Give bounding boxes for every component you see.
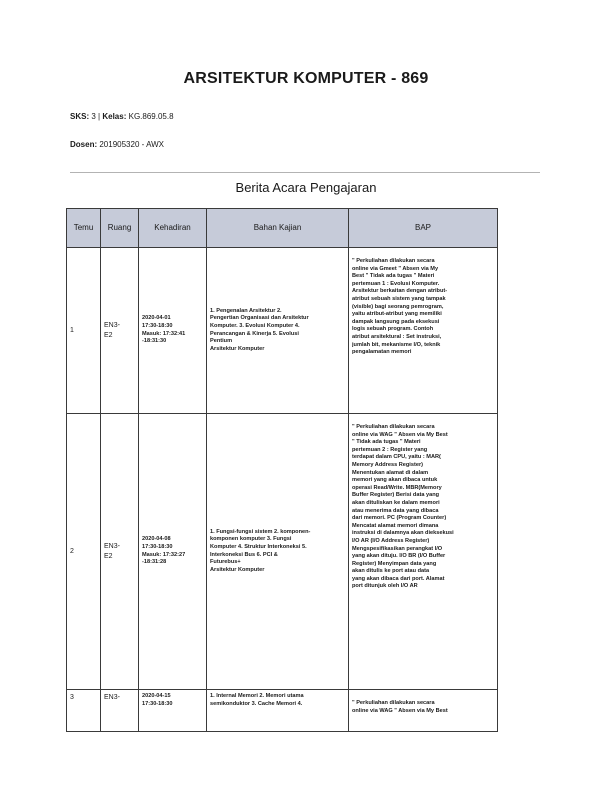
cell-bahan-kajian [207,414,349,690]
cell-ruang [101,690,139,732]
table-row [67,414,498,690]
cell-bap-line: yang akan dituju. I/O BR (I/O Buffer [352,553,446,560]
column-header-bahan-kajian: Bahan Kajian [207,209,349,248]
cell-bahan-kajian-line: Interkoneksi Bus 6. PCI & [210,551,278,558]
cell-bap-line: memori yang akan dibaca untuk [352,477,438,484]
cell-bap-line: " Tidak ada tugas " Materi [352,439,421,446]
cell-bahan-kajian-line: Pengertian Organisasi dan Arsitektur [210,315,309,322]
cell-bap-line: (visible) bagi seorang pemrogram, [352,303,444,310]
cell-bap-line: Mencatat alamat memori dimana [352,522,439,529]
cell-bap-line: yang akan dibaca dari port. Alamat [352,575,445,582]
table-header-row [67,209,498,248]
cell-bap-line: online via Gmeet " Absen via My [352,265,439,272]
cell-bap-line: Buffer Register) Berisi data yang [352,492,440,499]
cell-bap-line: online via WAG " Absen via My Best [352,431,448,438]
cell-ruang-line: E2 [104,331,113,339]
cell-bahan-kajian-line: Komputer. 3. Evolusi Komputer 4. [210,322,300,329]
cell-bap-line: " Perkuliahan dilakukan secara [352,424,435,430]
cell-bap-line: Arsitektur berkaitan dengan atribut- [352,288,448,295]
cell-kehadiran [139,248,207,414]
cell-bap-line: Memory Address Register) [352,461,423,468]
cell-bap-line: Register) Menyimpan data yang [352,560,437,567]
course-meta [70,112,174,121]
table-row [67,690,498,732]
cell-kehadiran-line: 2020-04-08 [142,536,171,543]
cell-bap-line: online via WAG " Absen via My Best [352,707,448,714]
cell-bap [349,248,498,414]
cell-bap-line: dampak langsung pada eksekusi [352,318,440,325]
kelas-label: Kelas: [102,112,127,121]
cell-bap-line: dari memori. PC (Program Counter) [352,515,447,522]
sks-value: 3 [91,112,96,121]
cell-bap-line: instruksi di dalamnya akan dieksekusi [352,530,454,537]
cell-bahan-kajian-line: Futurebus+ [210,559,241,566]
cell-ruang [101,414,139,690]
divider [70,172,540,173]
column-header-bap: BAP [349,209,498,248]
cell-temu: 3 [67,690,101,732]
cell-bahan-kajian-line: 1. Pengenalan Arsitektur 2. [210,307,282,314]
cell-bahan-kajian-line: komponen komputer 3. Fungsi [210,536,292,543]
cell-bahan-kajian-line: Arsitektur Komputer [210,566,265,573]
cell-bap-line: pengalamatan memori [352,349,412,356]
cell-bahan-kajian-line: Pentium [210,338,233,345]
cell-bahan-kajian-line: Perancangan & Kinerja 5. Evolusi [210,330,299,337]
cell-bahan-kajian [207,690,349,732]
cell-kehadiran-line: 17:30-18:30 [142,322,173,329]
cell-kehadiran-line: 2020-04-01 [142,315,171,322]
lecturer-meta [70,140,164,149]
cell-ruang [101,248,139,414]
cell-kehadiran-line: 2020-04-15 [142,693,171,699]
cell-bap-line: pertemuan 1 : Evolusi Komputer. [352,280,440,287]
cell-bap-line: " Perkuliahan dilakukan secara [352,700,435,706]
cell-bahan-kajian-line: 1. Fungsi-fungsi sistem 2. komponen- [210,528,311,535]
cell-bahan-kajian-line: Arsitektur Komputer [210,345,265,352]
cell-bap-line: yaitu atribut-atribut yang memiliki [352,311,442,318]
cell-bap-line: Mengspesifikasikan perangkat I/O [352,545,443,552]
cell-bahan-kajian-line: semikonduktor 3. Cache Memori 4. [210,700,303,707]
cell-bap-line: port ditunjuk oleh I/O AR [352,583,418,590]
cell-bap [349,690,498,732]
cell-bap-line: atau menerima data yang dibaca [352,507,439,514]
cell-bahan-kajian-line: Komputer 4. Struktur Interkoneksi 5. [210,543,307,550]
cell-bap-line: akan ditulis ke port atau data [352,568,430,575]
cell-temu: 1 [67,248,101,414]
cell-kehadiran-line: -18:31:30 [142,338,167,345]
kelas-value: KG.869.05.8 [128,112,174,121]
cell-kehadiran [139,414,207,690]
cell-bahan-kajian [207,248,349,414]
cell-ruang-line: EN3- [104,542,120,550]
cell-ruang-line: EN3- [104,694,120,701]
dosen-value: 201905320 - AWX [99,140,164,149]
sks-label: SKS: [70,112,90,121]
cell-kehadiran [139,690,207,732]
cell-temu: 2 [67,414,101,690]
cell-bap-line: operasi Read/Write. MBR(Memory [352,484,442,491]
table-row [67,248,498,414]
cell-bap-line: atribut arsitektural : Set instruksi, [352,333,442,340]
cell-bap-line: akan dituliskan ke dalam memori [352,499,440,506]
separator: | [98,112,101,121]
cell-kehadiran-line: -18:31:28 [142,559,167,566]
cell-bahan-kajian-line: 1. Internal Memori 2. Memori utama [210,693,304,699]
column-header-kehadiran: Kehadiran [139,209,207,248]
cell-bap-line: jumlah bit, mekanisme I/O, teknik [352,341,441,348]
cell-bap-line: atribut sebuah sistem yang tampak [352,295,446,302]
cell-bap [349,414,498,690]
dosen-label: Dosen: [70,140,98,149]
cell-kehadiran-line: 17:30-18:30 [142,700,173,707]
column-header-temu: Temu [67,209,101,248]
cell-kehadiran-line: Masuk: 17:32:27 [142,551,186,558]
cell-ruang-line: EN3- [104,321,120,329]
cell-kehadiran-line: 17:30-18:30 [142,543,173,550]
section-title: Berita Acara Pengajaran [235,180,377,195]
cell-bap-line: logis sebuah program. Contoh [352,326,434,333]
cell-bap-line: " Perkuliahan dilakukan secara [352,258,435,264]
page-title: ARSITEKTUR KOMPUTER - 869 [183,70,429,87]
cell-bap-line: terdapat dalam CPU, yaitu : MAR( [352,454,441,461]
teaching-log-table [66,208,498,732]
cell-bap-line: Menentukan alamat di dalam [352,469,429,476]
cell-bap-line: pertemuan 2 : Register yang [352,446,428,453]
cell-kehadiran-line: Masuk: 17:32:41 [142,330,186,337]
cell-bap-line: Best " Tidak ada tugas " Materi [352,273,435,280]
column-header-ruang: Ruang [101,209,139,248]
cell-ruang-line: E2 [104,552,113,560]
cell-bap-line: I/O AR (I/O Address Register) [352,537,430,544]
